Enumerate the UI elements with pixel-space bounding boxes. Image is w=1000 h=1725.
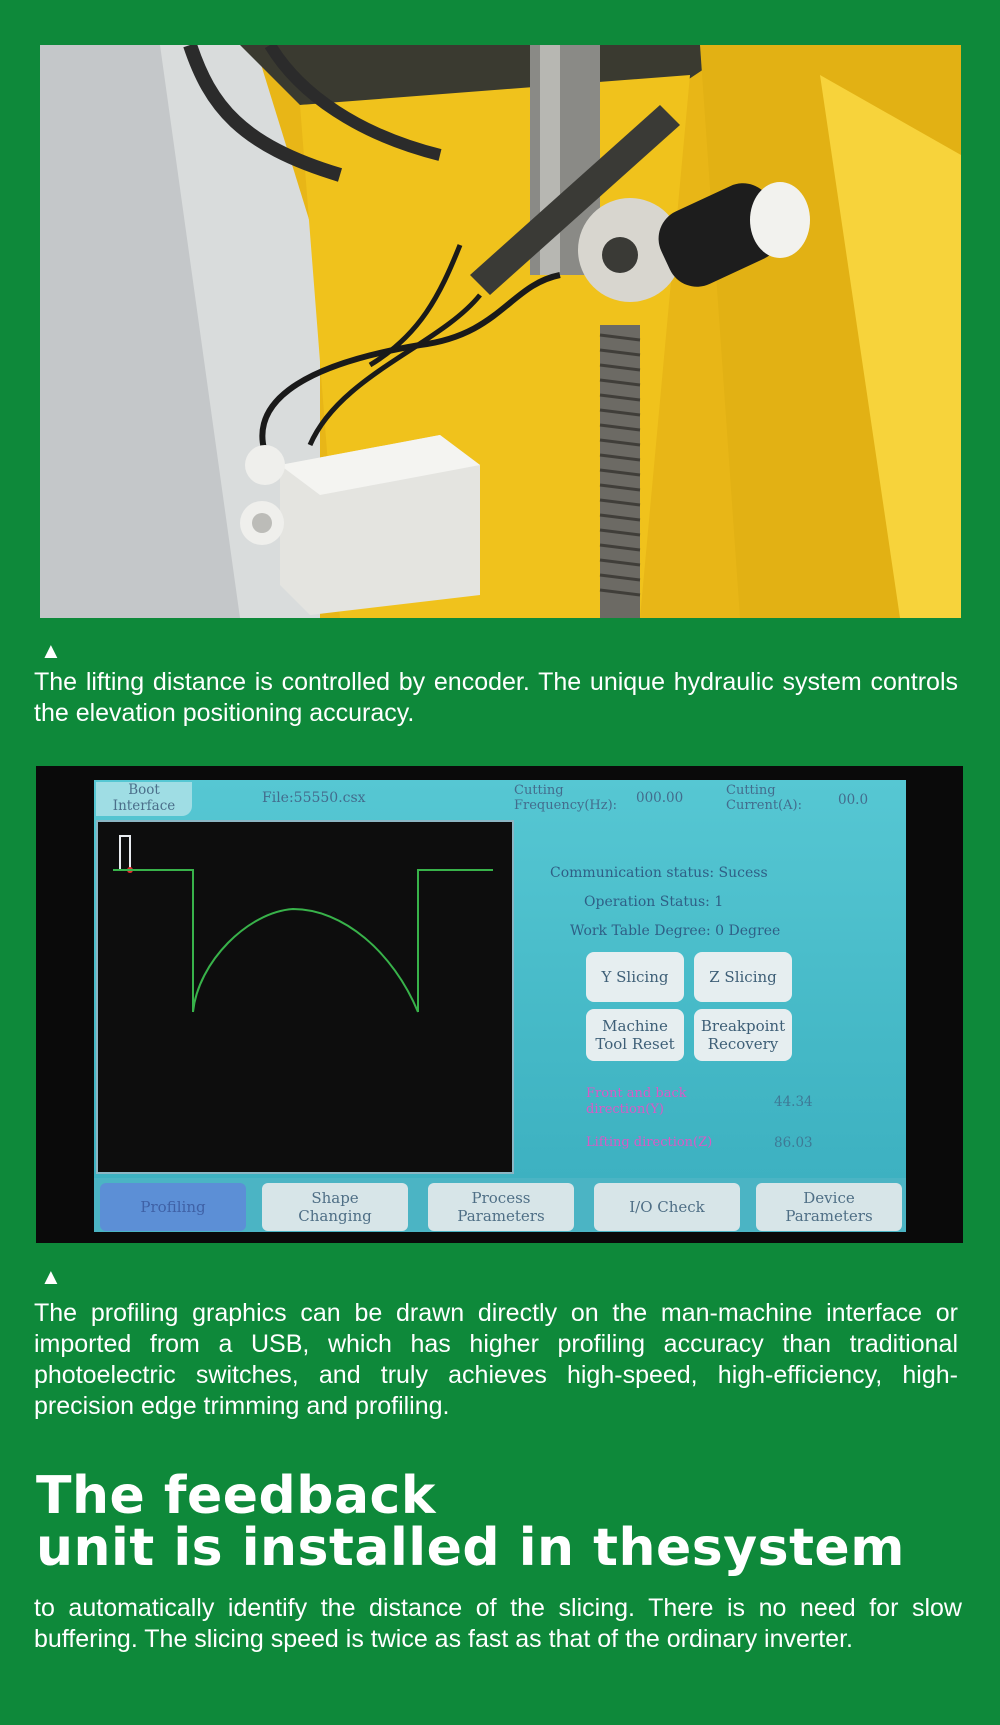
hmi-screen-frame [36, 766, 963, 1243]
tab-io-check[interactable]: I/O Check [594, 1183, 740, 1231]
machine-tool-reset-button[interactable]: Machine Tool Reset [586, 1009, 684, 1061]
hmi-display [94, 780, 906, 1232]
front-back-direction-value: 44.34 [774, 1094, 813, 1110]
cutting-current-label: Cutting Current(A): [726, 783, 802, 813]
communication-status: Communication status: Sucess [550, 865, 768, 881]
operation-status: Operation Status: 1 [584, 894, 724, 910]
boot-tab-line1: Boot [128, 782, 160, 798]
tool-marker-icon [120, 836, 130, 870]
cutting-current-value: 00.0 [838, 792, 869, 808]
bottom-nav [94, 1178, 906, 1232]
y-slicing-button[interactable]: Y Slicing [586, 952, 684, 1002]
file-name: File:55550.csx [262, 790, 366, 806]
encoder-photo [40, 45, 961, 618]
cutting-frequency-label: Cutting Frequency(Hz): [514, 783, 618, 813]
front-back-direction-label: Front and back direction(Y) [586, 1086, 687, 1117]
work-table-degree: Work Table Degree: 0 Degree [570, 923, 781, 939]
caption-marker-1: ▲ [40, 638, 62, 663]
lifting-direction-value: 86.03 [774, 1135, 813, 1151]
tab-device-parameters[interactable]: Device Parameters [756, 1183, 902, 1231]
boot-tab-line2: Interface [112, 798, 176, 814]
profile-path-left [113, 870, 193, 1012]
feedback-description: to automatically identify the distance of the slicing. There is no need for slow buffering. The slicing speed is twice as fast as that of the ordinary inverter. [34, 1594, 962, 1653]
tab-profiling[interactable]: Profiling [100, 1183, 246, 1231]
profile-path-right [418, 870, 493, 1012]
z-slicing-button[interactable]: Z Slicing [694, 952, 792, 1002]
breakpoint-recovery-button[interactable]: Breakpoint Recovery [694, 1009, 792, 1061]
section-heading [36, 1466, 976, 1578]
tab-process-parameters[interactable]: Process Parameters [428, 1183, 574, 1231]
lifting-direction-label: Lifting direction(Z) [586, 1135, 713, 1150]
boot-interface-tab[interactable] [96, 782, 192, 816]
caption-encoder: The lifting distance is controlled by encoder. The unique hydraulic system controls the elevation positioning accuracy. [34, 668, 958, 727]
profile-plot[interactable] [96, 820, 514, 1174]
heading-line1: The feedback [36, 1466, 436, 1526]
profile-path-arc [193, 909, 418, 1012]
caption-profiling: The profiling graphics can be drawn directly on the man-machine interface or imported from a USB, which has higher profiling accuracy than traditional photoelectric switches, and truly achieves high-speed, high-efficiency, high-precision edge trimming and profiling. [34, 1299, 958, 1420]
caption-marker-2: ▲ [40, 1264, 62, 1289]
tab-shape-changing[interactable]: Shape Changing [262, 1183, 408, 1231]
heading-line2: unit is installed in thesystem [36, 1518, 905, 1578]
cutting-frequency-value: 000.00 [636, 790, 684, 806]
